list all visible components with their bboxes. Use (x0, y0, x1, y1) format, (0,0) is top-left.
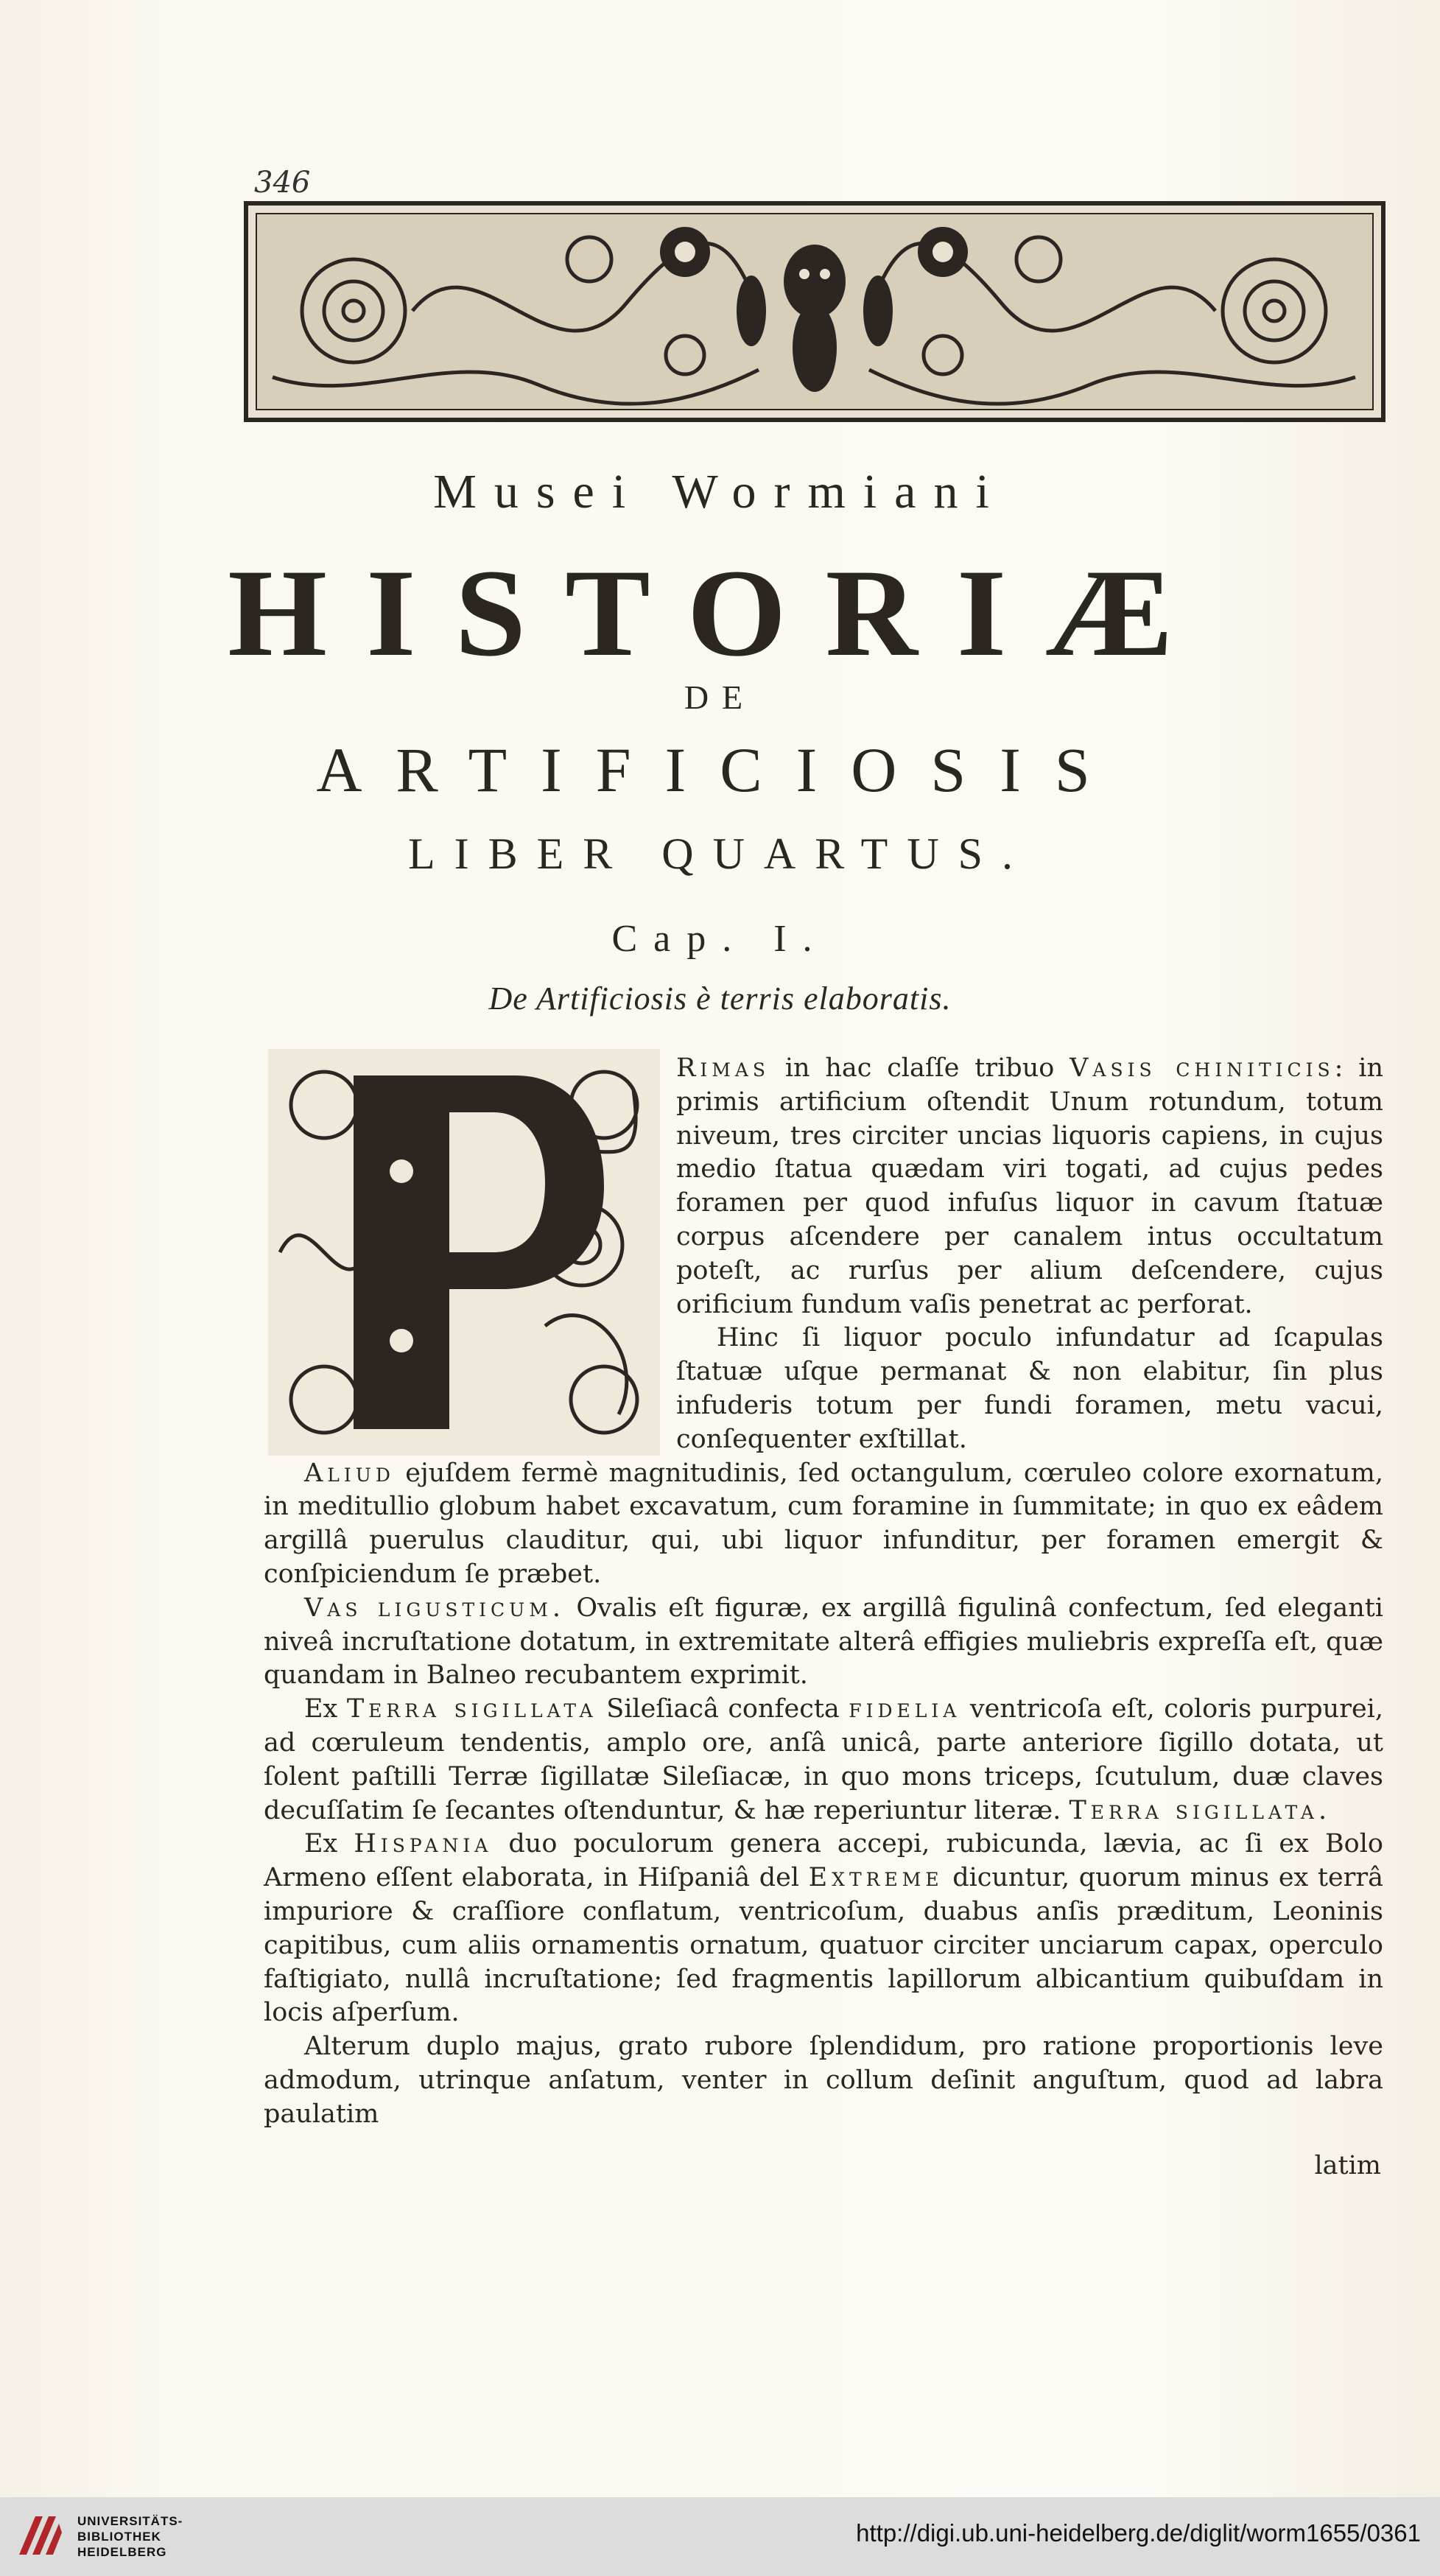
paragraph-hispania: Ex Hispania duo poculorum genera accepi, rubicunda, lævia, ac ſi ex Bolo Armeno eſſent elaborata, in Hiſpaniâ del Extreme dicuntur, quorum minus ex terrâ impuriore & craſſiore conflatum, ventricoſum, duabus anſis præditum, Leoninis capitibus, cum aliis ornamentis ornatum, quatuor circiter unciarum capax, operculo faſtigiato, nullâ incruſtatione; ſed fragmentis lapillorum albicantium quibuſdam in locis aſperſum. (264, 1829, 1383, 2028)
source-url-link[interactable]: http://digi.ub.uni-heidelberg.de/diglit/worm1655/0361 (856, 2519, 1421, 2547)
ornamental-headpiece-icon (243, 200, 1386, 423)
header-liber-quartus: LIBER QUARTUS. (407, 829, 1033, 878)
catchword: latim (1314, 2151, 1381, 2180)
viewer-footer (0, 2497, 1440, 2576)
header-musei-wormiani: Musei Wormiani (433, 465, 1007, 519)
paragraph-vas-ligusticum: Vas ligusticum. Ovalis eſt figuræ, ex argillâ figulinâ confectum, ſed eleganti niveâ incruſtatione dotatum, in extremitate alterâ effigies muliebris expreſſa eſt, quæ quandam in Balneo recubantem exprimit. (264, 1593, 1383, 1691)
paragraph-alterum: Alterum duplo majus, grato rubore ſplendidum, pro ratione proportionis leve admodum, utrinque anſatum, venter in collum deſinit anguſtum, quod ad labra paulatim (264, 2032, 1383, 2129)
paragraph-aliud: Aliud ejuſdem fermè magnitudinis, ſed octangulum, cœruleo colore exornatum, in meditullio globum habet excavatum, cum foramine in ſummitate; in quo ex eâdem argillâ puerulus clauditur, qui, ubi liquor infunditur, per foramen emergit & conſpiciendum ſe præbet. (264, 1458, 1383, 1589)
header-historiae: HISTORIÆ (228, 544, 1212, 682)
header-artificiosis: ARTIFICIOSIS (316, 734, 1124, 805)
library-name: UNIVERSITÄTS- BIBLIOTHEK HEIDELBERG (77, 2514, 183, 2559)
university-library-logo-icon (13, 2510, 65, 2562)
page-number: 346 (254, 166, 311, 200)
paragraph-vasis-chiniticis: Rimas in hac claſſe tribuo Vasis chiniticis: in primis artificium oſtendit Unum rotundum, totum niveum, tres circiter uncias liquoris capiens, in cujus medio ſtatua quædam viri togati, ad cujus pedes foramen per quod infuſus liquor in cavum ſtatuæ corpus aſcendere per canalem intus occultatum poteſt, ac rurſus per alium deſcendere, cujus orificium fundum vaſis penetrat ac perforat. (676, 1053, 1383, 1319)
body-text (264, 1052, 1383, 2132)
chapter-title: De Artificiosis è terris elaboratis. (488, 980, 952, 1017)
header-de: DE (684, 678, 756, 716)
paragraph-hinc: Hinc ſi liquor poculo infundatur ad ſcapulas ſtatuæ uſque permanat & non elabitur, ſin plus infuderis totum per fundi foramen, metu vacui, conſequenter exſtillat. (676, 1323, 1383, 1454)
paragraph-terra-sigillata: Ex Terra sigillata Sileſiacâ confecta fidelia ventricoſa eſt, coloris purpurei, ad cœruleum tendentis, amplo ore, anſâ unicâ, parte anteriore ſigillo dotata, ut ſolent paſtilli Terræ ſigillatæ Sileſiacæ, in quo mons triceps, ſcutulum, duæ claves decuſſatim ſe ſecantes oſtenduntur, & hæ reperiuntur literæ. Terra sigillata. (264, 1694, 1383, 1825)
chapter-number: Cap. I. (611, 918, 829, 960)
